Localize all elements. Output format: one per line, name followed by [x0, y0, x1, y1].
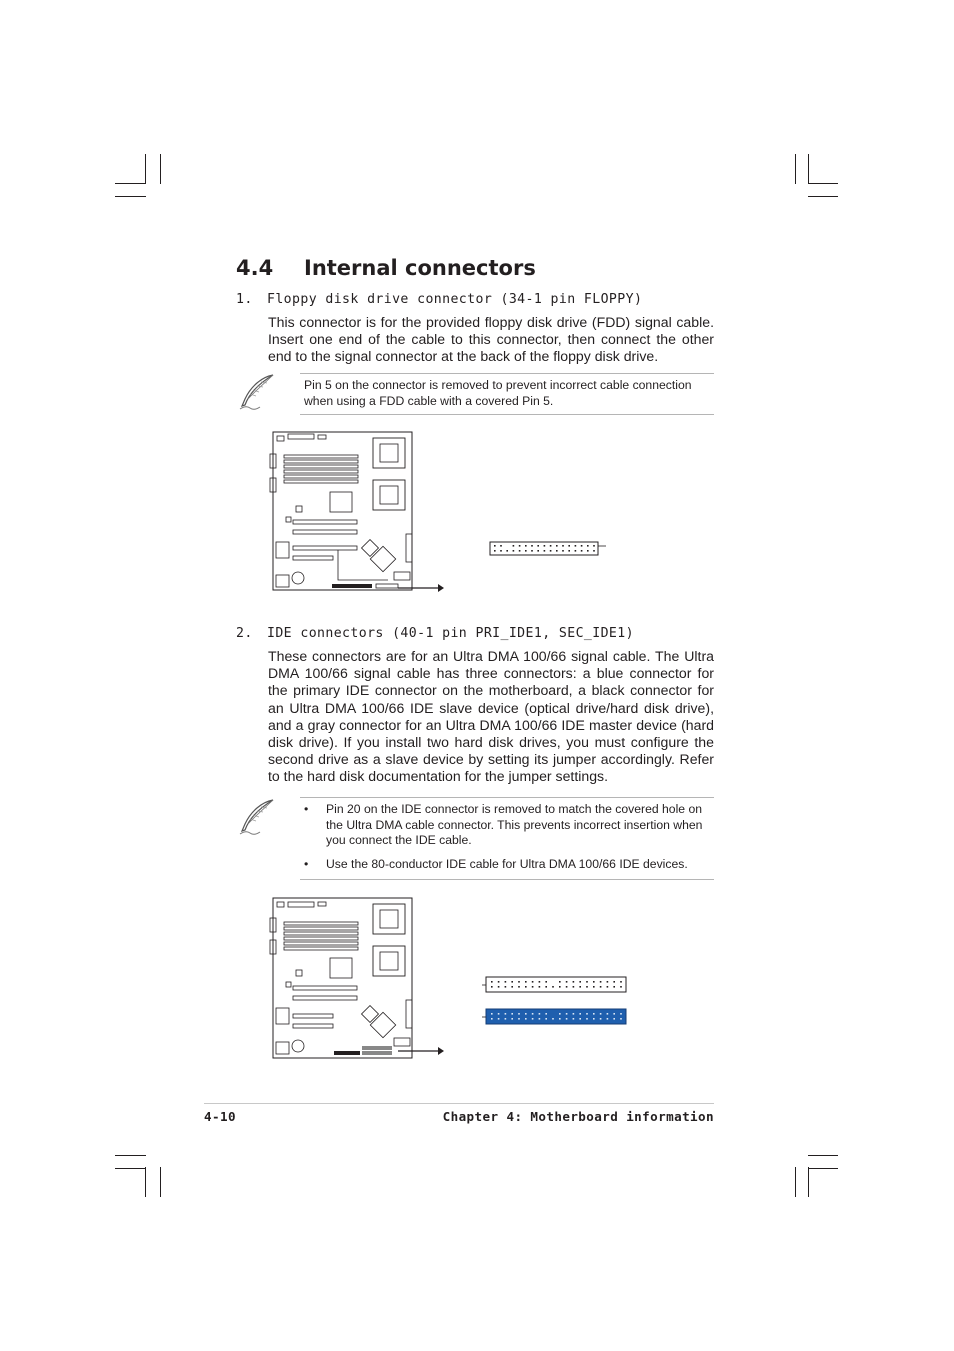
connector-pin [613, 1018, 615, 1020]
connector-pin [566, 986, 568, 988]
connector-pin [587, 550, 589, 552]
connector-pin [613, 1013, 615, 1015]
note-2-bullet-2 [304, 857, 714, 875]
connector-pin [586, 981, 588, 983]
connector-pin [505, 986, 507, 988]
connector-pin [525, 981, 527, 983]
motherboard-layout-ide [268, 896, 448, 1062]
connector-pin [600, 1013, 602, 1015]
connector-pin [511, 1018, 513, 1020]
connector-pin [511, 981, 513, 983]
connector-pin [500, 545, 502, 547]
chapter-title: Chapter 4: Motherboard information [442, 1109, 714, 1124]
section-heading [236, 256, 536, 280]
connector-pin [620, 981, 622, 983]
connector-pin [505, 981, 507, 983]
connector-pin [566, 981, 568, 983]
connector-pin [613, 981, 615, 983]
connector-pin [556, 545, 558, 547]
connector-pin [593, 981, 595, 983]
connector-pin [491, 1018, 493, 1020]
connector-pin [559, 1013, 561, 1015]
note-1-bottom-rule [300, 414, 714, 415]
item-2-number: 2. [236, 626, 253, 641]
page-number: 4-10 [204, 1109, 236, 1124]
connector-pin [613, 986, 615, 988]
connector-pin [579, 1013, 581, 1015]
connector-pin [562, 550, 564, 552]
connector-pin [573, 1018, 575, 1020]
item-2-title: IDE connectors (40-1 pin PRI_IDE1, SEC_IDE1) [267, 626, 634, 641]
connector-pin [500, 550, 502, 552]
connector-pin [545, 986, 547, 988]
connector-pin [559, 1018, 561, 1020]
connector-pin [532, 981, 534, 983]
connector-pin [552, 986, 554, 988]
connector-pin [519, 545, 521, 547]
connector-pin [491, 981, 493, 983]
connector-pin [498, 981, 500, 983]
connector-pin [498, 1018, 500, 1020]
connector-pin [593, 1013, 595, 1015]
connector-pin [519, 550, 521, 552]
item-1-title: Floppy disk drive connector (34-1 pin FLOPPY) [267, 292, 643, 307]
connector-pin [531, 550, 533, 552]
connector-pin [562, 545, 564, 547]
connector-pin [518, 981, 520, 983]
connector-pin [607, 981, 609, 983]
note-1-top-rule [300, 373, 714, 374]
connector-pin [545, 981, 547, 983]
connector-pin [573, 981, 575, 983]
connector-pin [539, 1013, 541, 1015]
connector-pin [532, 1013, 534, 1015]
connector-pin [566, 1013, 568, 1015]
connector-pin [544, 550, 546, 552]
connector-pin [550, 545, 552, 547]
motherboard-layout-floppy [268, 430, 448, 596]
bullet-dot: • [304, 857, 309, 871]
connector-pin [506, 550, 508, 552]
connector-pin [532, 986, 534, 988]
connector-pin [600, 981, 602, 983]
connector-pin [620, 1013, 622, 1015]
connector-pin [579, 981, 581, 983]
connector-pin [539, 986, 541, 988]
connector-pin [525, 986, 527, 988]
connector-pin [556, 550, 558, 552]
connector-pin [505, 1013, 507, 1015]
connector-pin [531, 545, 533, 547]
connector-pin [491, 986, 493, 988]
note-2-bullet-2-text: Use the 80-conductor IDE cable for Ultra DMA 100/66 IDE devices. [326, 857, 688, 871]
connector-pin [518, 1013, 520, 1015]
connector-pin [545, 1013, 547, 1015]
connector-pin [586, 986, 588, 988]
connector-pin [573, 1013, 575, 1015]
connector-pin [532, 1018, 534, 1020]
connector-pin [607, 986, 609, 988]
connector-pin [559, 986, 561, 988]
item-2-body: These connectors are for an Ultra DMA 100/66 signal cable. The Ultra DMA 100/66 signal cable has three connectors: a blue connector for the primary IDE connector on the motherboard, a black connector for an Ultra DMA 100/66 IDE slave device (optical drive/hard disk drive), and a gray connector for an Ultra DMA 100/66 IDE master device (hard disk drive). If you install two hard disk drives, you must configure the second drive as a slave device by setting its jumper accordingly. Refer to the hard disk documentation for the jumper settings. [268, 648, 714, 785]
connector-pin [518, 1018, 520, 1020]
connector-pin [593, 550, 595, 552]
connector-pin [544, 545, 546, 547]
connector-pin [511, 986, 513, 988]
connector-pin [505, 1018, 507, 1020]
connector-pin [539, 1018, 541, 1020]
bullet-dot: • [304, 802, 309, 816]
connector-pin [579, 1018, 581, 1020]
connector-pin [600, 986, 602, 988]
connector-pin [581, 545, 583, 547]
connector-pin [620, 986, 622, 988]
note-2-bottom-rule [300, 879, 714, 880]
note-1-text: Pin 5 on the connector is removed to prevent incorrect cable connection when using a FDD cable with a covered Pin 5. [304, 378, 692, 408]
connector-pin [568, 550, 570, 552]
ide-connector-pinouts [482, 974, 630, 1030]
item-1-heading [236, 292, 642, 307]
feather-pen-icon [236, 797, 276, 837]
note-2-top-rule [300, 797, 714, 798]
connector-pin [593, 986, 595, 988]
connector-pin [539, 981, 541, 983]
connector-pin [607, 1013, 609, 1015]
connector-pin [525, 545, 527, 547]
connector-pin [552, 1018, 554, 1020]
connector-pin [566, 1018, 568, 1020]
connector-pin [620, 1018, 622, 1020]
connector-pin [559, 981, 561, 983]
connector-pin [593, 1018, 595, 1020]
connector-pin [491, 1013, 493, 1015]
connector-pin [581, 550, 583, 552]
connector-pin [494, 550, 496, 552]
feather-pen-icon [236, 372, 276, 412]
connector-pin [525, 1013, 527, 1015]
connector-pin [587, 545, 589, 547]
connector-pin [568, 545, 570, 547]
connector-pin [607, 1018, 609, 1020]
connector-pin [573, 986, 575, 988]
note-2-bullet-1-text: Pin 20 on the IDE connector is removed to match the covered hole on the Ultra DMA cable connector. This prevents incorrect insertion when you connect the IDE cable. [326, 802, 703, 848]
section-title: Internal connectors [304, 256, 536, 280]
connector-pin [537, 550, 539, 552]
connector-pin [586, 1013, 588, 1015]
connector-pin [575, 545, 577, 547]
connector-pin [593, 545, 595, 547]
section-number: 4.4 [236, 256, 274, 280]
connector-pin [513, 545, 515, 547]
floppy-connector-pinout [488, 539, 608, 559]
connector-pin [513, 550, 515, 552]
connector-pin [579, 986, 581, 988]
note-2-bullet-1 [304, 802, 714, 850]
connector-pin [525, 550, 527, 552]
item-1-number: 1. [236, 292, 253, 307]
connector-pin [498, 986, 500, 988]
connector-pin [550, 550, 552, 552]
connector-pin [525, 1018, 527, 1020]
connector-pin [575, 550, 577, 552]
item-2-heading [236, 626, 634, 641]
connector-pin [545, 1018, 547, 1020]
connector-pin [586, 1018, 588, 1020]
connector-pin [600, 1018, 602, 1020]
connector-pin [518, 986, 520, 988]
connector-pin [537, 545, 539, 547]
connector-pin [511, 1013, 513, 1015]
connector-pin [498, 1013, 500, 1015]
connector-pin [494, 545, 496, 547]
item-1-body: This connector is for the provided floppy disk drive (FDD) signal cable. Insert one end of the cable to this connector, then connect the other end to the signal connector at the back of the floppy disk drive. [268, 314, 714, 365]
footer-rule [204, 1103, 714, 1104]
